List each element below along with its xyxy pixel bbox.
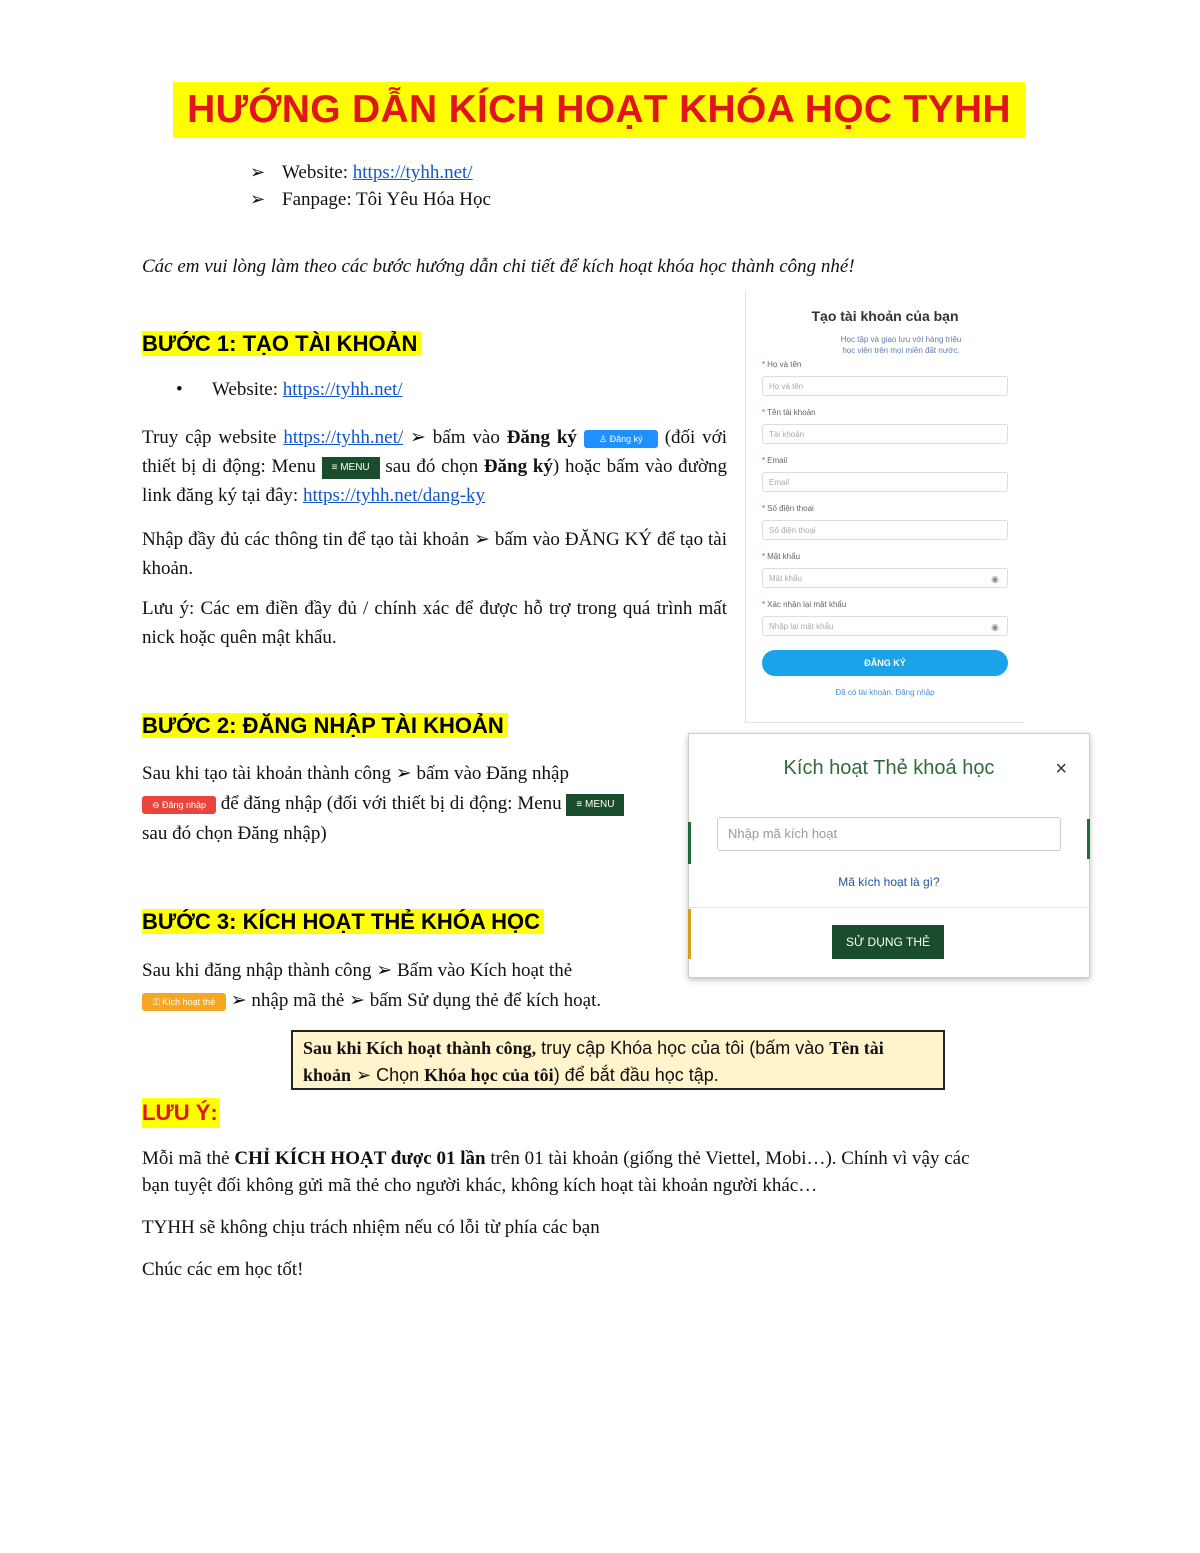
regform-password-field[interactable]: Mật khẩu ◉: [762, 568, 1008, 588]
regform-login-link[interactable]: Đã có tài khoản. Đăng nhập: [835, 688, 935, 697]
login-button-label: Đăng nhập: [162, 799, 207, 810]
regform-username-field[interactable]: Tài khoản: [762, 424, 1008, 444]
key-icon: ⚿: [152, 996, 160, 1007]
note-bold: Tên tài khoản: [303, 1038, 884, 1085]
warning-text: Mỗi mã thẻ: [142, 1148, 235, 1169]
success-note-box: [291, 1030, 945, 1090]
regform-title: Tạo tài khoản của bạn: [811, 308, 959, 324]
activation-code-input[interactable]: Nhập mã kích hoạt: [717, 817, 1061, 851]
modal-edge-decoration: [688, 822, 691, 864]
step1-heading-wrap: [142, 330, 421, 358]
step3-paragraph: [142, 956, 670, 1016]
warning-paragraph-2: TYHH sẽ không chịu trách nhiệm nếu có lỗi từ phía các bạn: [142, 1217, 600, 1238]
regform-submit-button[interactable]: ĐĂNG KÝ: [762, 650, 1008, 676]
step1-paragraph-1: [142, 423, 727, 510]
bullet-dot-icon: •: [176, 379, 183, 400]
use-card-button[interactable]: SỬ DỤNG THẺ: [832, 925, 944, 959]
menu-button-image: ≡ MENU: [566, 794, 624, 816]
step1-paragraph-2: Nhập đầy đủ các thông tin để tạo tài khoản ➢ bấm vào ĐĂNG KÝ để tạo tài khoản.: [142, 529, 727, 579]
registration-form-screenshot: [745, 290, 1024, 723]
close-icon[interactable]: ×: [1055, 758, 1067, 780]
regform-phone-field[interactable]: Số điện thoại: [762, 520, 1008, 540]
regform-label: * Xác nhận lại mật khẩu: [762, 600, 847, 609]
note-bold: Sau khi Kích hoạt thành công,: [303, 1038, 537, 1058]
step3-heading-wrap: [142, 908, 544, 936]
fanpage-bullet: [250, 187, 491, 212]
regform-confirm-password-field[interactable]: Nhập lại mật khẩu ◉: [762, 616, 1008, 636]
step1-p1-text: Truy cập website: [142, 427, 284, 448]
activation-modal-screenshot: [688, 733, 1090, 978]
step1-p1-bold: Đăng ký: [506, 427, 577, 448]
modal-divider: [689, 907, 1089, 908]
register-button-label: Đăng ký: [609, 433, 643, 444]
step2-heading: BƯỚC 2: ĐĂNG NHẬP TÀI KHOẢN: [142, 713, 508, 738]
note-text: truy cập Khóa học của tôi (bấm vào: [536, 1038, 830, 1058]
modal-edge-decoration: [1087, 819, 1090, 859]
step1-p1-text: (đối với thiết bị di động: Menu: [142, 427, 728, 477]
arrow-bullet-icon: ➢: [250, 189, 266, 209]
login-button-image: [142, 796, 216, 814]
regform-label: * Tên tài khoản: [762, 408, 816, 417]
regform-fullname-field[interactable]: Họ và tên: [762, 376, 1008, 396]
user-icon: ♙: [599, 433, 608, 444]
menu-button-image: ≡ MENU: [322, 457, 380, 479]
register-button-image: [584, 430, 658, 448]
step2-paragraph: [142, 759, 670, 849]
regform-label: * Mật khẩu: [762, 552, 801, 561]
step2-heading-wrap: [142, 712, 508, 740]
step3-heading: BƯỚC 3: KÍCH HOẠT THẺ KHÓA HỌC: [142, 909, 544, 934]
eye-icon[interactable]: ◉: [991, 622, 999, 632]
step1-paragraph-3: Lưu ý: Các em điền đầy đủ / chính xác để được hỗ trợ trong quá trình mất nick hoặc quên mật khẩu.: [142, 598, 727, 648]
activate-card-button-image: [142, 993, 226, 1011]
warning-bold: CHỈ KÍCH HOẠT được 01 lần: [234, 1148, 486, 1169]
step1-bullet: [176, 378, 403, 402]
regform-label: * Số điện thoại: [762, 504, 814, 513]
step1-p1-text: ➢ bấm vào: [403, 427, 507, 448]
website-link[interactable]: https://tyhh.net/: [352, 162, 473, 183]
step3-text: Sau khi đăng nhập thành công ➢ Bấm vào Kích hoạt thẻ: [142, 960, 573, 981]
regform-label: * Họ và tên: [762, 360, 802, 369]
modal-edge-decoration: [688, 909, 691, 959]
fanpage-label: Fanpage: Tôi Yêu Hóa Học: [282, 189, 491, 210]
step1-website-link[interactable]: https://tyhh.net/: [282, 379, 403, 400]
step1-p1-text: sau đó chọn: [379, 456, 484, 477]
page-title: HƯỚNG DẪN KÍCH HOẠT KHÓA HỌC TYHH: [173, 82, 1025, 138]
step2-text: Sau khi tạo tài khoản thành công ➢ bấm vào Đăng nhập: [142, 763, 569, 784]
website-bullet: [250, 160, 473, 185]
register-link[interactable]: https://tyhh.net/dang-ky: [302, 485, 486, 506]
step1-heading: BƯỚC 1: TẠO TÀI KHOẢN: [142, 331, 421, 356]
step3-text: ➢ nhập mã thẻ ➢ bấm Sử dụng thẻ để kích hoạt.: [226, 990, 602, 1011]
regform-subtitle: Học tập và giao lưu với hàng triệu học viên trên mọi miền đất nước.: [840, 335, 962, 355]
login-icon: ⊖: [151, 799, 160, 810]
activate-button-label: Kích hoạt thẻ: [162, 996, 216, 1007]
step1-bullet-label: Website:: [212, 379, 283, 400]
what-is-code-link[interactable]: Mã kích hoạt là gì?: [838, 875, 940, 889]
step1-p1-bold: Đăng ký: [483, 456, 553, 477]
regform-email-field[interactable]: Email: [762, 472, 1008, 492]
eye-icon[interactable]: ◉: [991, 574, 999, 584]
warning-heading: LƯU Ý:: [142, 1098, 220, 1128]
warning-text: trên 01 tài khoản (giống thẻ Viettel, Mobi…). Chính vì vậy các bạn tuyệt đối không gửi mã thẻ cho người khác, không kích hoạt tài khoản người khác…: [142, 1148, 970, 1196]
step1-p1-link[interactable]: https://tyhh.net/: [283, 427, 404, 448]
step1-p1-text: ) hoặc bấm vào đường link đăng ký tại đây:: [142, 456, 728, 506]
regform-label: * Email: [762, 456, 788, 465]
step2-text: để đăng nhập (đối với thiết bị di động: Menu: [216, 793, 567, 814]
warning-paragraph-1: [142, 1145, 992, 1199]
note-bold: Khóa học của tôi: [424, 1065, 554, 1085]
arrow-bullet-icon: ➢: [250, 162, 266, 182]
closing-text: Chúc các em học tốt!: [142, 1259, 304, 1280]
intro-text: Các em vui lòng làm theo các bước hướng dẫn chi tiết để kích hoạt khóa học thành công nhé!: [142, 256, 855, 277]
website-label: Website:: [282, 162, 353, 183]
step2-text: sau đó chọn Đăng nhập): [142, 823, 327, 844]
note-text: ) để bắt đầu học tập.: [553, 1065, 719, 1085]
note-text: ➢ Chọn: [351, 1065, 425, 1085]
modal-title: Kích hoạt Thẻ khoá học: [783, 757, 995, 779]
